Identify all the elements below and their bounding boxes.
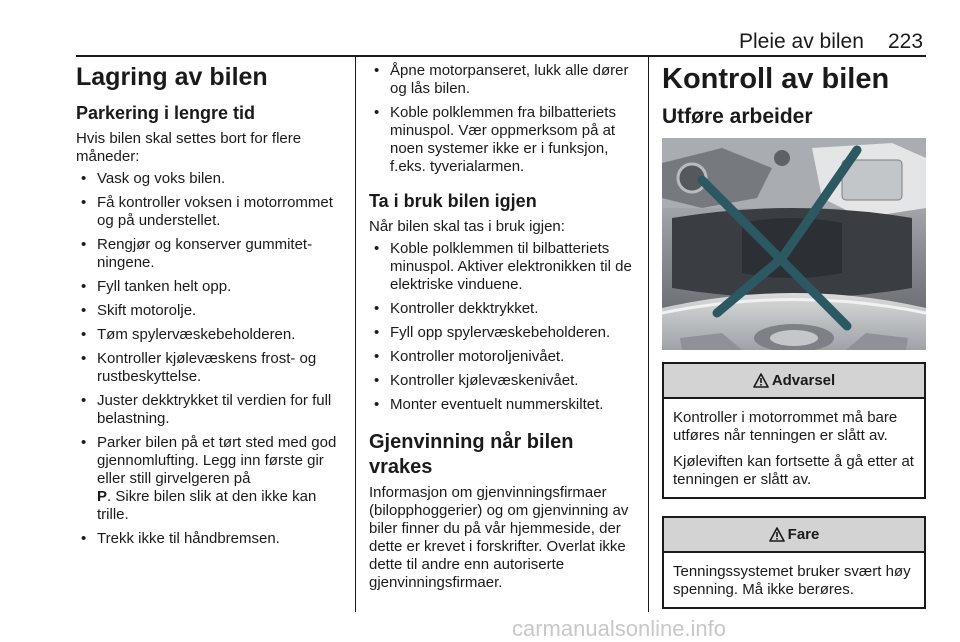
storage-checklist — [76, 170, 346, 548]
warning-box-header — [664, 364, 924, 399]
intro-text: Når bilen skal tas i bruk igjen: — [369, 218, 565, 235]
subheading-recommission: Ta i bruk bilen igjen — [369, 191, 537, 211]
heading-recycling: Gjenvinning når bilen vrakes — [369, 431, 574, 478]
recycling-text: Informasjon om gjenvinningsfirmaer (bilopphoggerier) og om gjenvinning av biler finner du på vår hjemmeside, der dette er krevet i forskrifter. Overlat ikke dette til andre enn autoriserte gjenvinningsfirmaer. — [369, 484, 629, 591]
warning-box — [662, 362, 926, 499]
list-item: • Åpne motorpanseret, lukk alle dører og lås bilen. — [369, 62, 634, 98]
warning-text: Kontroller i motorrommet må bare utføres når tenningen er slått av. — [673, 409, 898, 444]
engine-bay-photo — [662, 138, 926, 350]
column-right — [662, 62, 926, 626]
list-item: • Kontroller kjølevæskenivået. — [369, 372, 634, 390]
recommission-checklist — [369, 240, 634, 414]
warning-triangle-icon — [769, 527, 785, 542]
list-item: • Fyll opp spylervæskebeholderen. — [369, 324, 634, 342]
warning-box-body — [664, 399, 924, 497]
subheading-long-parking: Parkering i lengre tid — [76, 103, 256, 123]
list-item: • Fyll tanken helt opp. — [76, 278, 346, 296]
list-item: • Rengjør og konserver gummitetningene. — [76, 236, 346, 272]
list-item-text: . Sikre bilen slik at den ikke kan trille. — [97, 488, 317, 523]
danger-box-body — [664, 553, 924, 607]
list-item: • Få kontroller voksen i motorrommet og på understellet. — [76, 194, 346, 230]
list-item: • Vask og voks bilen. — [76, 170, 346, 188]
list-item: • Juster dekktrykket til verdien for full belastning. — [76, 392, 346, 428]
danger-label: Fare — [787, 525, 820, 543]
warning-label: Advarsel — [771, 371, 836, 389]
gear-position-p: P — [97, 488, 108, 505]
section-title: Pleie av bilen — [739, 30, 864, 53]
danger-box-header — [664, 518, 924, 553]
subheading-work: Utføre arbeider — [662, 105, 813, 128]
list-item: • Trekk ikke til håndbremsen. — [76, 530, 346, 548]
list-item: • Monter eventuelt nummerskiltet. — [369, 396, 634, 414]
column-divider — [355, 57, 356, 612]
list-item: • Skift motorolje. — [76, 302, 346, 320]
watermark: carmanualsonline.info — [512, 616, 727, 641]
page-number: 223 — [888, 30, 924, 53]
warning-triangle-icon — [753, 373, 769, 388]
list-item: • Koble polklemmen til bilbatteriets minuspol. Aktiver elektronikken til de elektriske vinduene. — [369, 240, 634, 294]
heading-vehicle-check: Kontroll av bilen — [662, 63, 890, 95]
danger-box — [662, 516, 926, 609]
danger-text: Tenningssystemet bruker svært høy spenning. Må ikke berøres. — [673, 563, 911, 598]
heading-storage: Lagring av bilen — [76, 63, 268, 91]
list-item-text: Parker bilen på et tørt sted med god gjennomlufting. Legg inn første gir eller still girvelgeren på — [97, 434, 337, 487]
list-item: • Kontroller motoroljenivået. — [369, 348, 634, 366]
storage-checklist-continued — [369, 62, 634, 176]
list-item: • Koble polklemmen fra bilbatteriets minuspol. Vær oppmerksom på at noen systemer ikke er i funksjon, f.eks. tyverialarmen. — [369, 104, 634, 176]
column-divider — [648, 57, 649, 612]
column-left — [76, 62, 346, 554]
list-item: • Kontroller kjølevæskens frost- og rustbeskyttelse. — [76, 350, 346, 386]
intro-text: Hvis bilen skal settes bort for flere måneder: — [76, 130, 302, 165]
header-rule — [76, 55, 926, 57]
list-item: • Tøm spylervæskebeholderen. — [76, 326, 346, 344]
warning-text: Kjøleviften kan fortsette å gå etter at tenningen er slått av. — [673, 453, 914, 488]
list-item: • Kontroller dekktrykket. — [369, 300, 634, 318]
column-middle — [369, 62, 634, 596]
list-item — [76, 434, 346, 524]
